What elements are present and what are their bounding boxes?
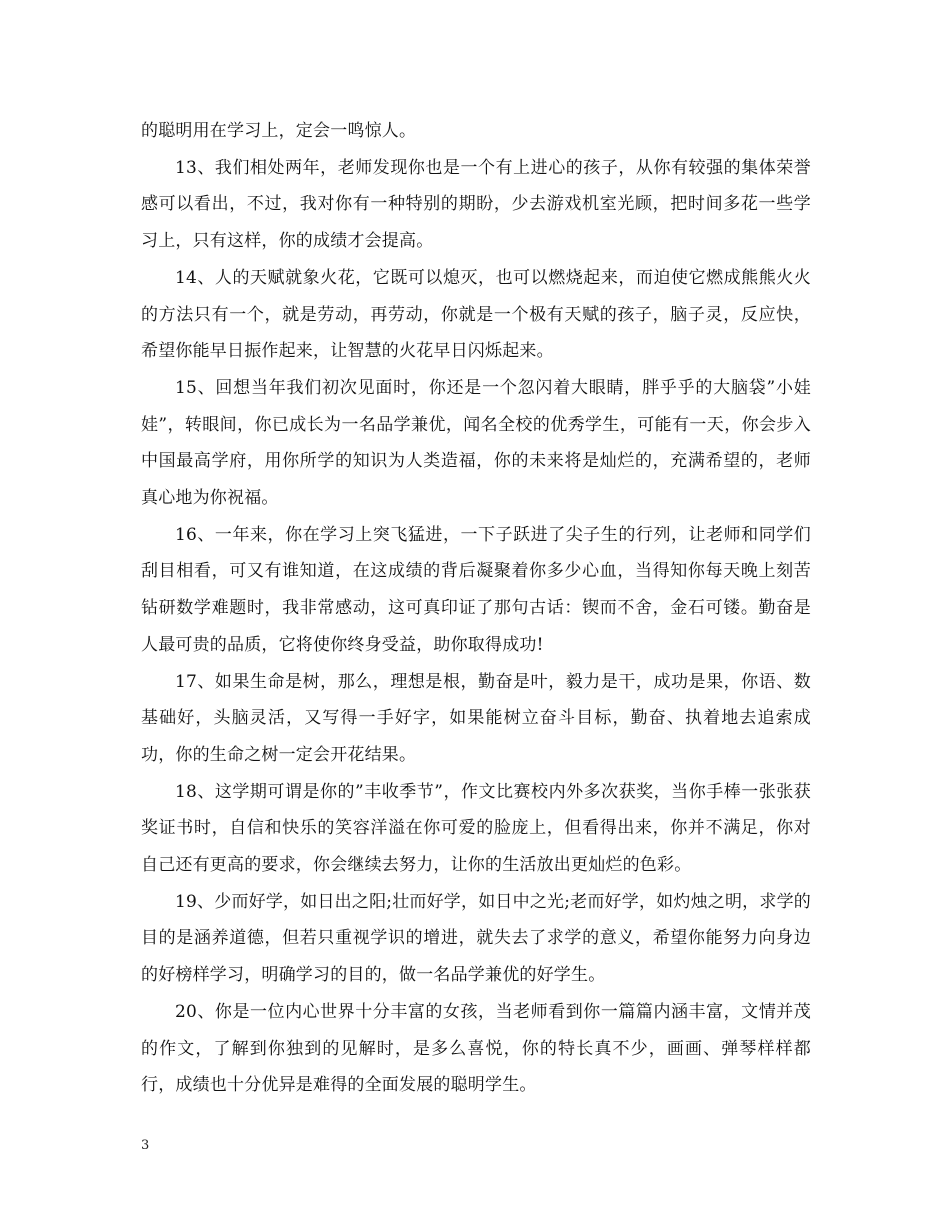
paragraph-16: 16、一年来，你在学习上突飞猛进，一下子跃进了尖子生的行列，让老师和同学们刮目相看，可又有谁知道，在这成绩的背后凝聚着你多少心血，当得知你每天晚上刻苦钻研数学难题时，我非常感动，这可真印证了那句古话：锲而不舍，金石可镂。勤奋是人最可贵的品质，它将使你终身受益，助你取得成功! xyxy=(141,524,811,655)
page-number: 3 xyxy=(141,1138,150,1153)
paragraph-17: 17、如果生命是树，那么，理想是根，勤奋是叶，毅力是干，成功是果，你语、数基础好，头脑灵活，又写得一手好字，如果能树立奋斗目标，勤奋、执着地去追索成功，你的生命之树一定会开花结果。 xyxy=(141,671,811,765)
paragraph-20: 20、你是一位内心世界十分丰富的女孩，当老师看到你一篇篇内涵丰富，文情并茂的作文，了解到你独到的见解时，是多么喜悦，你的特长真不少，画画、弹琴样样都行，成绩也十分优异是难得的全面发展的聪明学生。 xyxy=(141,1001,811,1096)
paragraph-continuation: 的聪明用在学习上，定会一鸣惊人。 xyxy=(141,121,417,141)
paragraph-18: 18、这学期可谓是你的”丰收季节”，作文比赛校内外多次获奖，当你手棒一张张获奖证书时，自信和快乐的笑容洋溢在你可爱的脸庞上，但看得出来，你并不满足，你对自己还有更高的要求，你会继续去努力，让你的生活放出更灿烂的色彩。 xyxy=(141,781,811,876)
paragraph-14: 14、人的天赋就象火花，它既可以熄灭，也可以燃烧起来，而迫使它燃成熊熊火火的方法只有一个，就是劳动，再劳动，你就是一个极有天赋的孩子，脑子灵，反应快，希望你能早日振作起来，让智慧的火花早日闪烁起来。 xyxy=(141,267,811,362)
paragraph-13: 13、我们相处两年，老师发现你也是一个有上进心的孩子，从你有较强的集体荣誉感可以看出，不过，我对你有一种特别的期盼，少去游戏机室光顾，把时间多花一些学习上，只有这样，你的成绩才会提高。 xyxy=(141,157,811,252)
paragraph-19: 19、少而好学，如日出之阳;壮而好学，如日中之光;老而好学，如灼烛之明，求学的目的是涵养道德，但若只重视学识的增进，就失去了求学的意义，希望你能努力向身边的好榜样学习，明确学习的目的，做一名品学兼优的好学生。 xyxy=(141,891,811,986)
document-body xyxy=(141,113,811,1104)
paragraph-15: 15、回想当年我们初次见面时，你还是一个忽闪着大眼睛，胖乎乎的大脑袋”小娃娃”，转眼间，你已成长为一名品学兼优，闻名全校的优秀学生，可能有一天，你会步入中国最高学府，用你所学的知识为人类造福，你的未来将是灿烂的，充满希望的，老师真心地为你祝福。 xyxy=(141,377,811,509)
